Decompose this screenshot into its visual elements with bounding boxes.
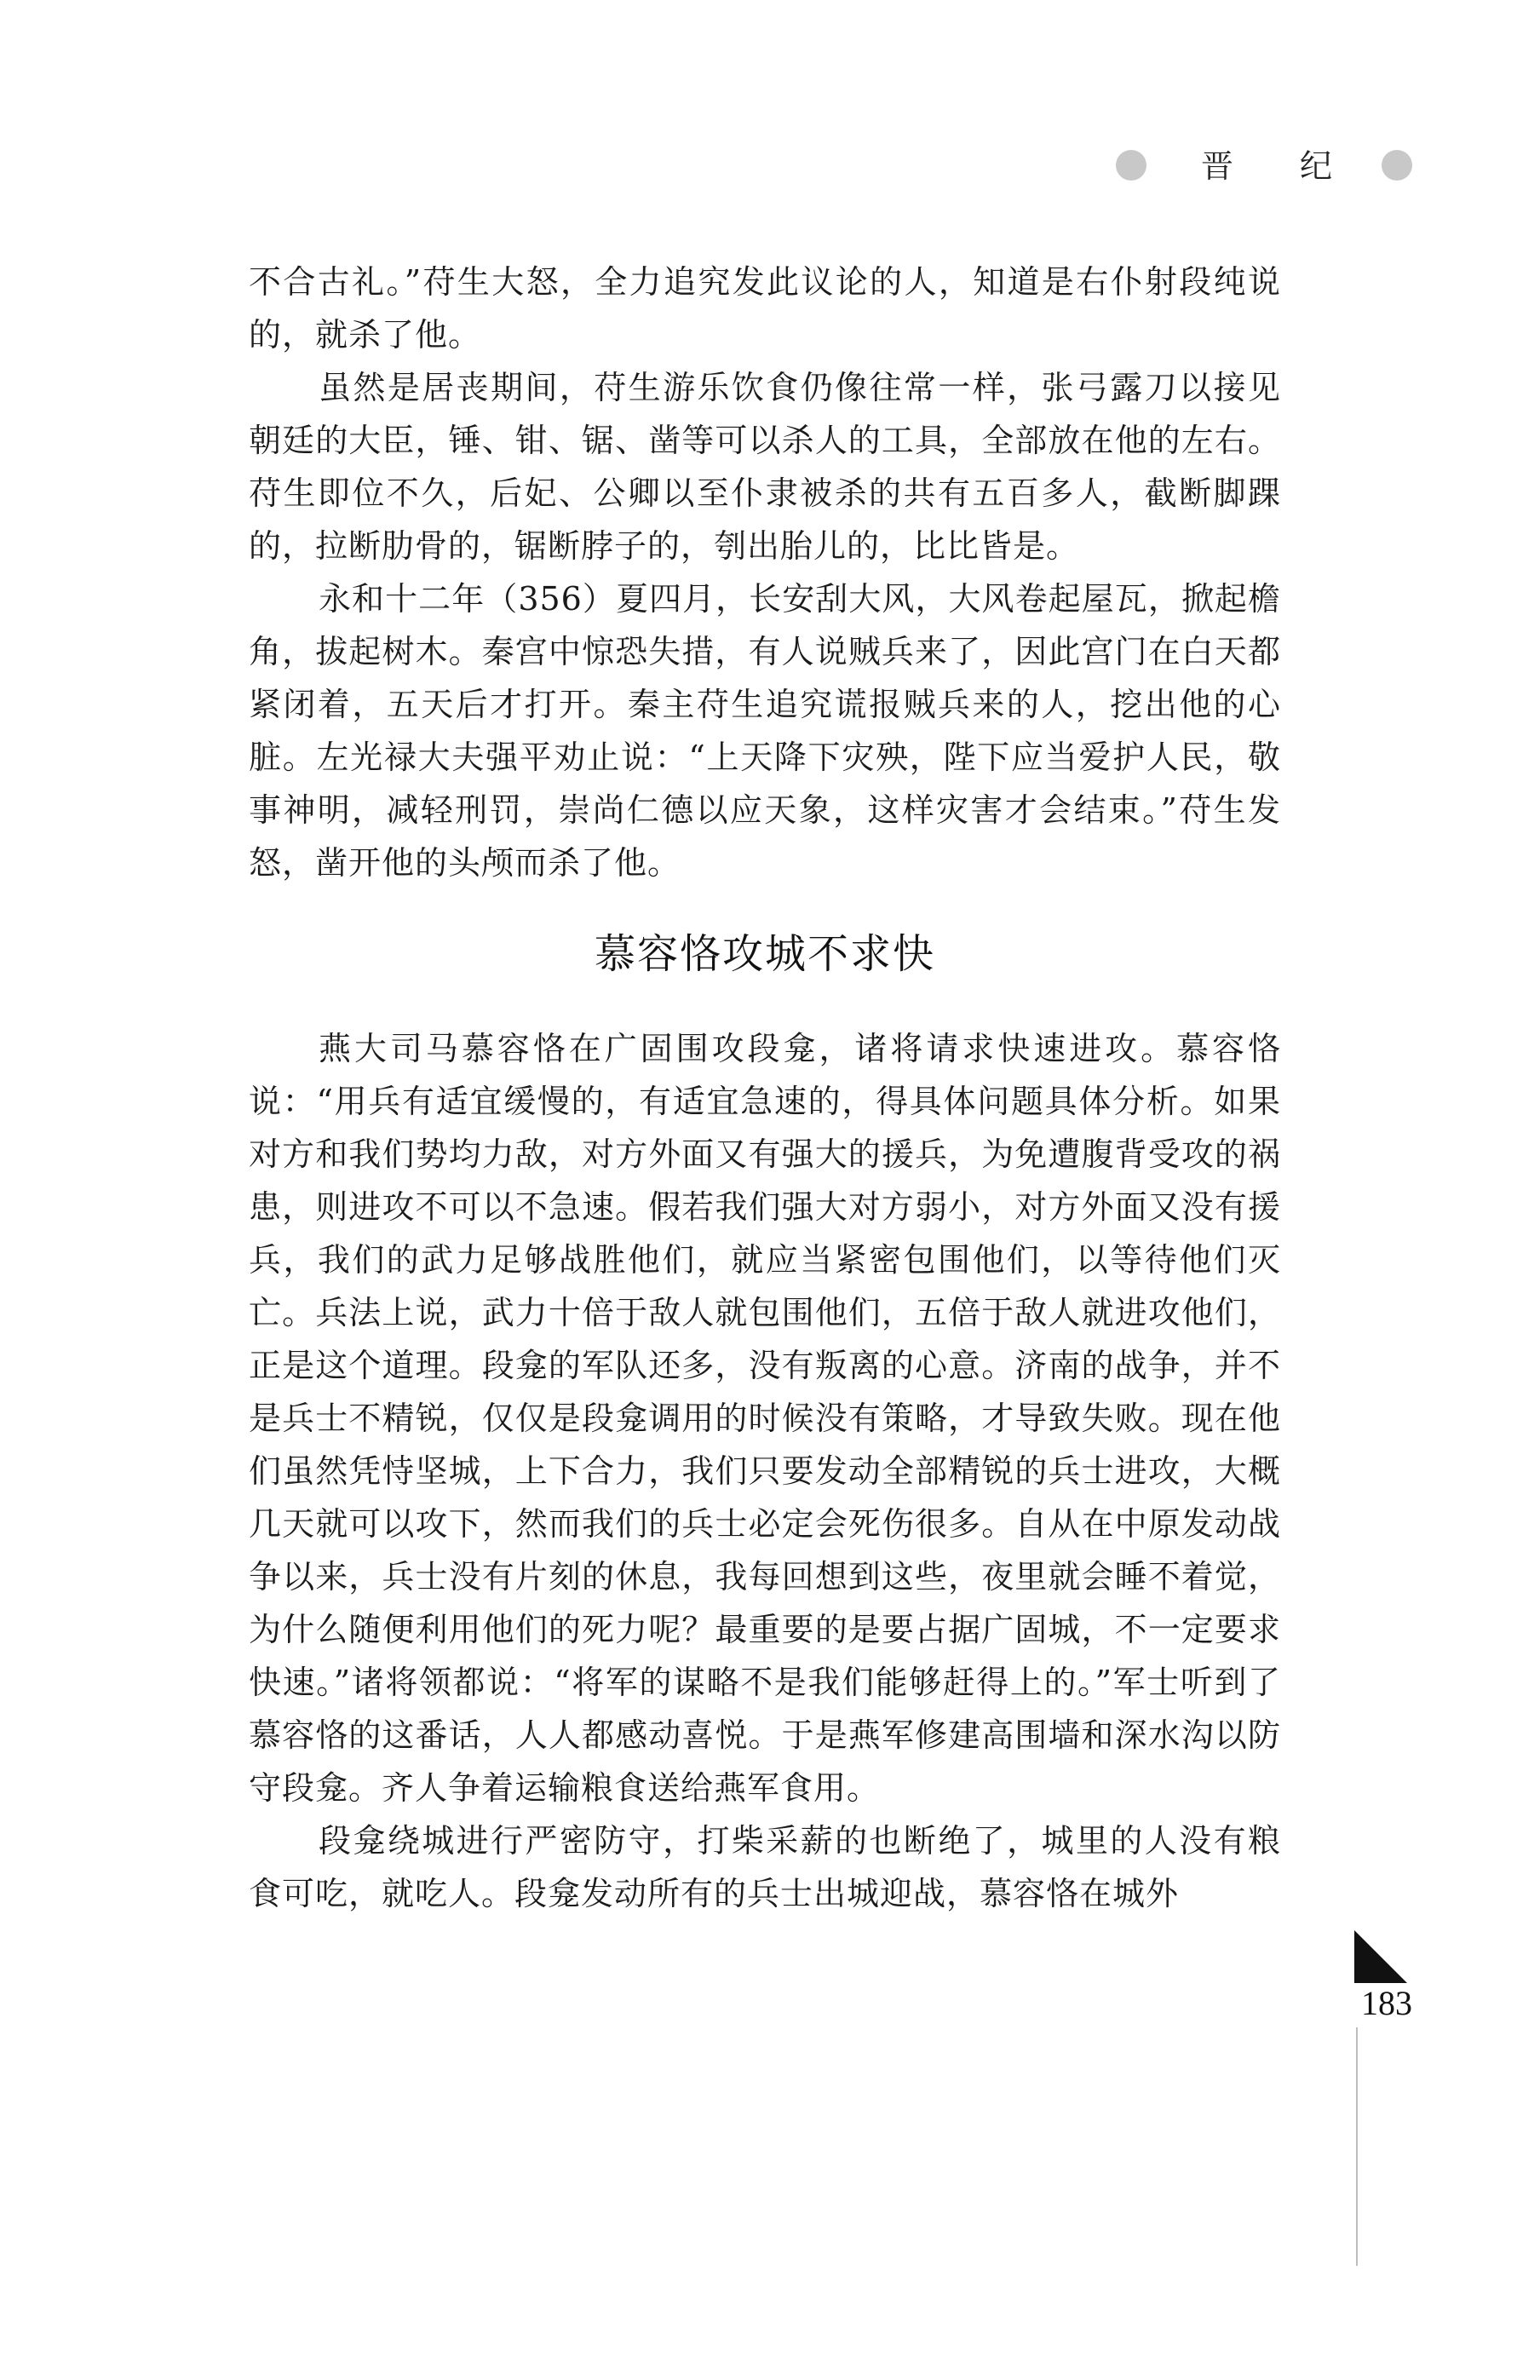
running-head-char: 纪: [1300, 147, 1333, 185]
margin-rule: [1356, 2027, 1358, 2266]
page-corner-triangle-icon: [1354, 1930, 1407, 1983]
section-title: 慕容恪攻城不求快: [594, 930, 935, 978]
bullet-dot-icon: [1116, 150, 1146, 181]
paragraph: 虽然是居丧期间，苻生游乐饮食仍像往常一样，张弓露刀以接见朝廷的大臣，锤、钳、锯、凿等可以杀人的工具，全部放在他的左右。苻生即位不久，后妃、公卿以至仆隶被杀的共有五百多人，截断脚踝的，拉断肋骨的，锯断脖子的，刳出胎儿的，比比皆是。: [249, 369, 1281, 565]
paragraph: 永和十二年（356）夏四月，长安刮大风，大风卷起屋瓦，掀起檐角，拔起树木。秦宫中惊恐失措，有人说贼兵来了，因此宫门在白天都紧闭着，五天后才打开。秦主苻生追究谎报贼兵来的人，挖出他的心脏。左光禄大夫强平劝止说：“上天降下灾殃，陛下应当爱护人民，敬事神明，减轻刑罚，崇尚仁德以应天象，这样灾害才会结束。”苻生发怒，凿开他的头颅而杀了他。: [249, 580, 1281, 882]
paragraph: 段龛绕城进行严密防守，打柴采薪的也断绝了，城里的人没有粮食可吃，就吃人。段龛发动所有的兵士出城迎战，慕容恪在城外: [249, 1822, 1281, 1912]
page-number: 183: [1361, 1984, 1412, 2022]
body-text: [249, 256, 1281, 1920]
paragraph: 不合古礼。”苻生大怒，全力追究发此议论的人，知道是右仆射段纯说的，就杀了他。: [249, 263, 1281, 354]
running-head-char: 晋: [1201, 147, 1234, 185]
running-head: [1116, 147, 1422, 193]
paragraph: 燕大司马慕容恪在广固围攻段龛，诸将请求快速进攻。慕容恪说：“用兵有适宜缓慢的，有适宜急速的，得具体问题具体分析。如果对方和我们势均力敌，对方外面又有强大的援兵，为免遭腹背受攻的祸患，则进攻不可以不急速。假若我们强大对方弱小，对方外面又没有援兵，我们的武力足够战胜他们，就应当紧密包围他们，以等待他们灭亡。兵法上说，武力十倍于敌人就包围他们，五倍于敌人就进攻他们，正是这个道理。段龛的军队还多，没有叛离的心意。济南的战争，并不是兵士不精锐，仅仅是段龛调用的时候没有策略，才导致失败。现在他们虽然凭恃坚城，上下合力，我们只要发动全部精锐的兵士进攻，大概几天就可以攻下，然而我们的兵士必定会死伤很多。自从在中原发动战争以来，兵士没有片刻的休息，我每回想到这些，夜里就会睡不着觉，为什么随便利用他们的死力呢？最重要的是要占据广固城，不一定要求快速。”诸将领都说：“将军的谋略不是我们能够赶得上的。”军士听到了慕容恪的这番话，人人都感动喜悦。于是燕军修建高围墙和深水沟以防守段龛。齐人争着运输粮食送给燕军食用。: [249, 1030, 1281, 1807]
bullet-dot-icon: [1382, 150, 1412, 181]
